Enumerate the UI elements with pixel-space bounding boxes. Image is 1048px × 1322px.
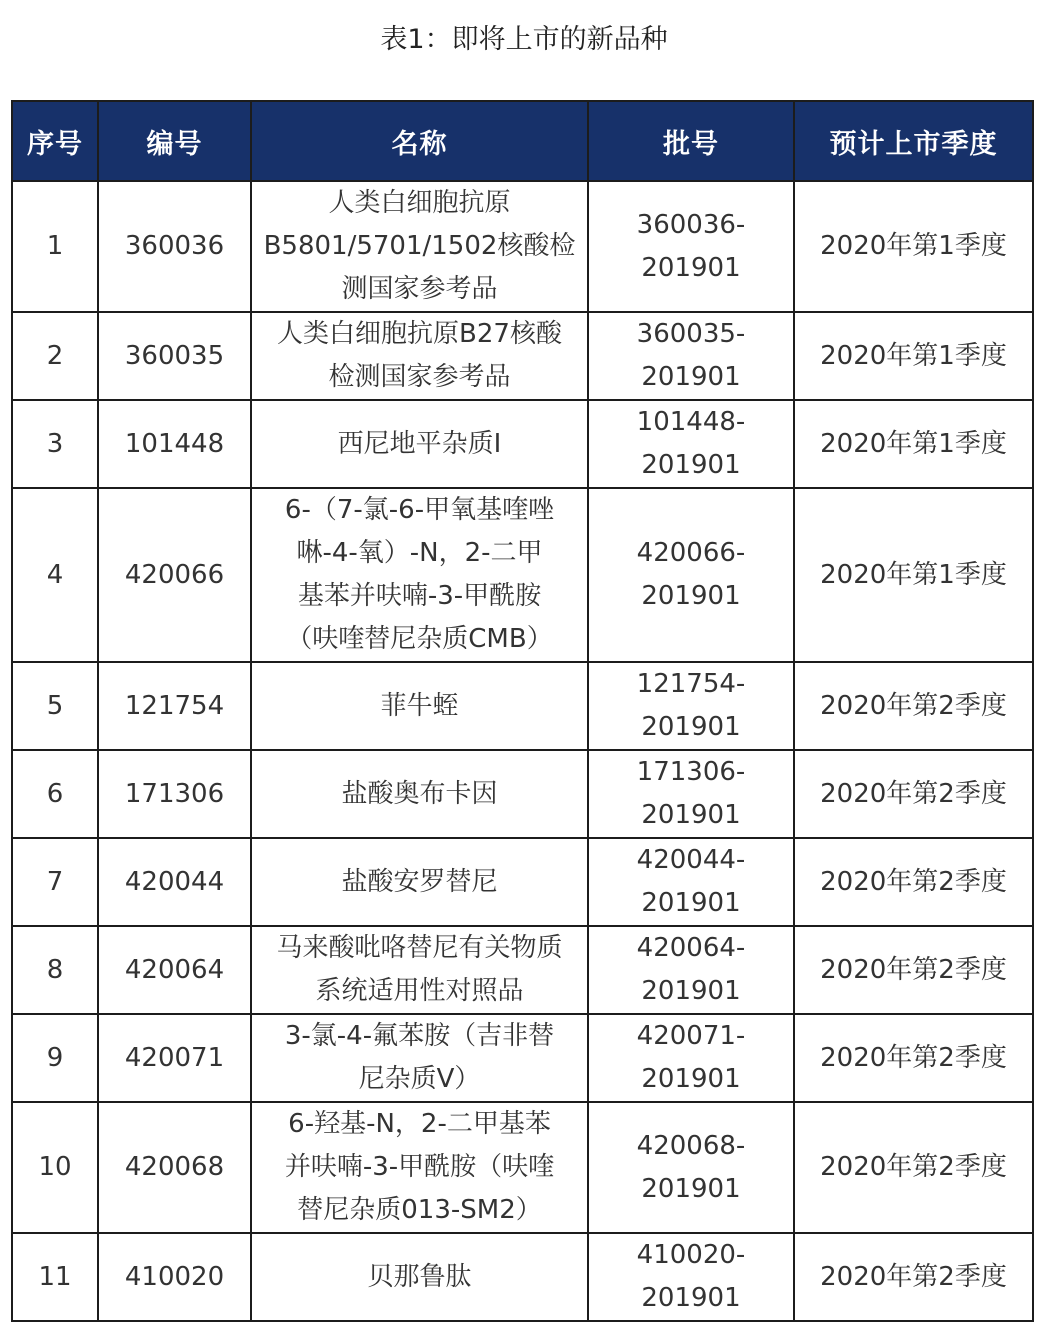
new-products-table — [11, 100, 1034, 1322]
cell-name-line: 贝那鲁肽 — [367, 1261, 472, 1292]
cell-code: 420066 — [98, 488, 251, 662]
cell-name-line: 马来酸吡咯替尼有关物质 — [276, 933, 563, 963]
cell-code: 360035 — [98, 312, 251, 400]
cell-name — [251, 662, 588, 750]
cell-name — [251, 488, 588, 662]
cell-quarter: 2020年第2季度 — [794, 1014, 1033, 1102]
cell-batch-line: 201901 — [641, 888, 741, 918]
cell-name — [251, 400, 588, 488]
cell-batch-line: 101448- — [636, 407, 746, 437]
cell-index: 2 — [12, 312, 98, 400]
cell-batch — [588, 312, 794, 400]
table-row — [12, 400, 1033, 488]
table-caption: 表1：即将上市的新品种 — [380, 24, 668, 55]
cell-batch — [588, 750, 794, 838]
cell-batch-line: 201901 — [641, 800, 741, 830]
header-code: 编号 — [98, 101, 251, 181]
cell-name-line: 菲牛蛭 — [380, 690, 459, 721]
cell-batch — [588, 926, 794, 1014]
table-row — [12, 926, 1033, 1014]
cell-quarter: 2020年第2季度 — [794, 926, 1033, 1014]
cell-name-line: B5801/5701/1502核酸检 — [263, 231, 576, 261]
cell-quarter: 2020年第2季度 — [794, 1233, 1033, 1321]
cell-batch — [588, 1233, 794, 1321]
cell-code: 420044 — [98, 838, 251, 926]
cell-batch-line: 201901 — [641, 581, 741, 611]
cell-batch — [588, 488, 794, 662]
cell-batch-line: 420064- — [636, 933, 746, 963]
cell-name — [251, 838, 588, 926]
cell-batch — [588, 1014, 794, 1102]
table-row — [12, 1233, 1033, 1321]
cell-batch — [588, 838, 794, 926]
cell-batch-line: 121754- — [636, 669, 746, 699]
cell-name-line: 替尼杂质013-SM2） — [297, 1195, 542, 1225]
cell-batch-line: 420071- — [636, 1021, 746, 1051]
cell-index: 10 — [12, 1102, 98, 1233]
cell-batch-line: 201901 — [641, 1173, 741, 1204]
table-body — [12, 181, 1033, 1321]
cell-quarter: 2020年第1季度 — [794, 312, 1033, 400]
table-row — [12, 181, 1033, 312]
cell-batch-line: 201901 — [641, 712, 741, 742]
cell-index: 5 — [12, 662, 98, 750]
cell-batch — [588, 1102, 794, 1233]
cell-name-line: 尼杂质V） — [358, 1064, 481, 1094]
cell-code: 360036 — [98, 181, 251, 312]
cell-index: 11 — [12, 1233, 98, 1321]
cell-quarter: 2020年第2季度 — [794, 1102, 1033, 1233]
cell-batch-line: 201901 — [641, 976, 741, 1006]
cell-name-line: 人类白细胞抗原B27核酸 — [277, 319, 562, 349]
cell-code: 420064 — [98, 926, 251, 1014]
cell-batch-line: 201901 — [641, 362, 741, 392]
cell-code: 410020 — [98, 1233, 251, 1321]
cell-name — [251, 1233, 588, 1321]
cell-index: 6 — [12, 750, 98, 838]
cell-code: 420071 — [98, 1014, 251, 1102]
cell-name — [251, 1014, 588, 1102]
cell-name-line: 6-羟基-N，2-二甲基苯 — [288, 1109, 551, 1139]
cell-name-line: 西尼地平杂质I — [337, 428, 502, 459]
cell-batch-line: 201901 — [641, 1283, 741, 1313]
header-quarter: 预计上市季度 — [794, 101, 1033, 181]
header-batch: 批号 — [588, 101, 794, 181]
cell-code: 420068 — [98, 1102, 251, 1233]
cell-name-line: 测国家参考品 — [341, 274, 498, 304]
cell-name — [251, 312, 588, 400]
cell-quarter: 2020年第1季度 — [794, 400, 1033, 488]
cell-batch-line: 171306- — [636, 757, 746, 787]
cell-batch — [588, 181, 794, 312]
cell-name — [251, 1102, 588, 1233]
cell-name — [251, 750, 588, 838]
cell-index: 7 — [12, 838, 98, 926]
cell-name — [251, 181, 588, 312]
cell-name-line: 检测国家参考品 — [328, 362, 511, 392]
cell-name-line: 盐酸奥布卡因 — [341, 778, 498, 809]
cell-name — [251, 926, 588, 1014]
cell-batch-line: 201901 — [641, 1064, 741, 1094]
cell-batch-line: 360035- — [636, 319, 746, 349]
cell-code: 121754 — [98, 662, 251, 750]
cell-name-line: 啉-4-氧）-N，2-二甲 — [296, 538, 543, 568]
cell-name-line: 并呋喃-3-甲酰胺（呋喹 — [284, 1152, 555, 1182]
cell-batch-line: 201901 — [641, 450, 741, 480]
cell-quarter: 2020年第1季度 — [794, 181, 1033, 312]
cell-batch-line: 420066- — [636, 538, 746, 568]
cell-batch-line: 201901 — [641, 252, 741, 283]
cell-name-line: 盐酸安罗替尼 — [341, 866, 498, 897]
table-row — [12, 488, 1033, 662]
cell-name-line: 6-（7-氯-6-甲氧基喹唑 — [284, 495, 555, 525]
cell-batch — [588, 400, 794, 488]
header-index: 序号 — [12, 101, 98, 181]
table-row — [12, 1102, 1033, 1233]
cell-name-line: 人类白细胞抗原 — [328, 188, 511, 218]
header-name: 名称 — [251, 101, 588, 181]
cell-index: 3 — [12, 400, 98, 488]
cell-index: 1 — [12, 181, 98, 312]
cell-code: 171306 — [98, 750, 251, 838]
table-row — [12, 312, 1033, 400]
table-row — [12, 750, 1033, 838]
table-row — [12, 662, 1033, 750]
table-row — [12, 1014, 1033, 1102]
cell-name-line: 3-氯-4-氟苯胺（吉非替 — [284, 1021, 555, 1051]
cell-index: 9 — [12, 1014, 98, 1102]
cell-quarter: 2020年第1季度 — [794, 488, 1033, 662]
cell-name-line: 基苯并呋喃-3-甲酰胺 — [297, 581, 542, 611]
cell-batch-line: 410020- — [636, 1240, 746, 1270]
cell-index: 4 — [12, 488, 98, 662]
cell-quarter: 2020年第2季度 — [794, 838, 1033, 926]
cell-quarter: 2020年第2季度 — [794, 750, 1033, 838]
table-row — [12, 838, 1033, 926]
cell-batch-line: 360036- — [636, 209, 746, 240]
cell-batch-line: 420044- — [636, 845, 746, 875]
cell-code: 101448 — [98, 400, 251, 488]
cell-name-line: （呋喹替尼杂质CMB） — [286, 624, 553, 654]
cell-batch-line: 420068- — [636, 1130, 746, 1161]
cell-batch — [588, 662, 794, 750]
cell-index: 8 — [12, 926, 98, 1014]
cell-quarter: 2020年第2季度 — [794, 662, 1033, 750]
cell-name-line: 系统适用性对照品 — [315, 976, 524, 1006]
table-header-row — [12, 101, 1033, 181]
